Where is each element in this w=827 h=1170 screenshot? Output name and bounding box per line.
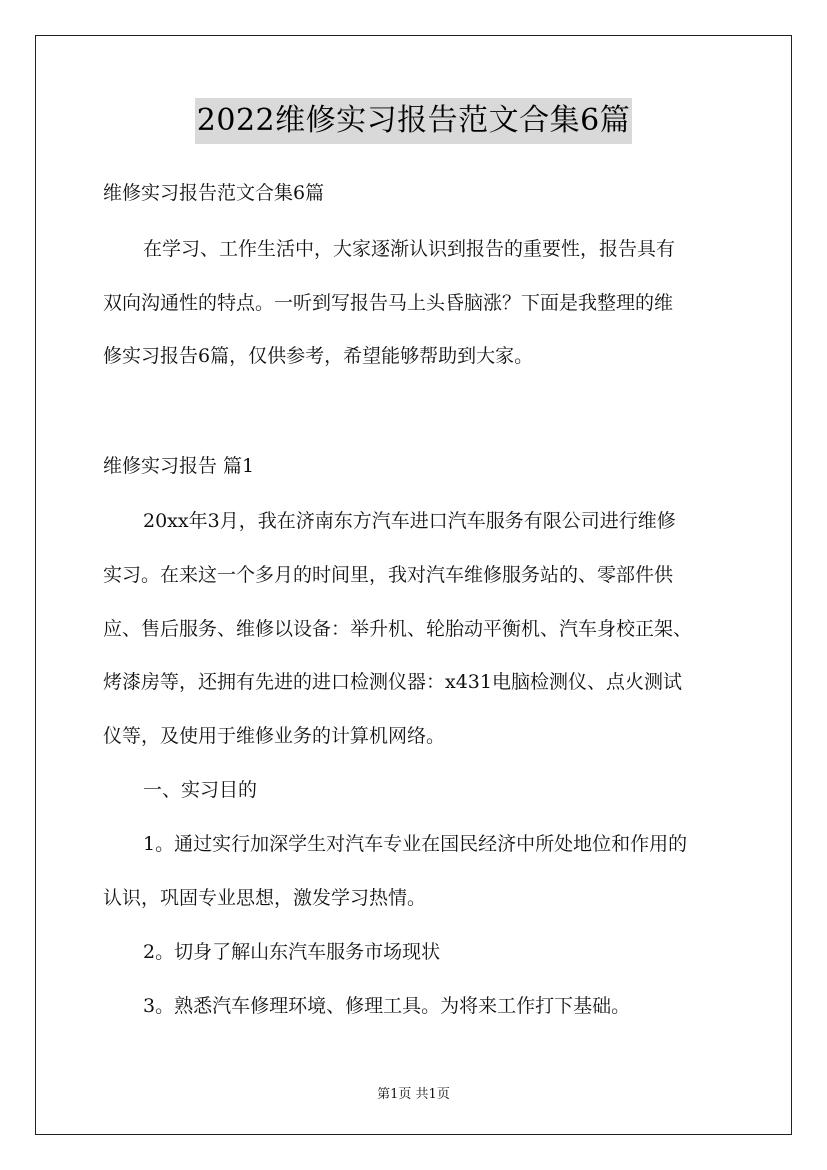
section-heading: 维修实习报告 篇1 xyxy=(103,455,255,477)
item-1-line-2: 认识，巩固专业思想，激发学习热情。 xyxy=(103,887,427,909)
intro-line-1: 在学习、工作生活中，大家逐渐认识到报告的重要性，报告具有 xyxy=(143,238,676,260)
paragraph-line-4: 烤漆房等，还拥有先进的进口检测仪器：x431电脑检测仪、点火测试 xyxy=(103,671,682,693)
document-title: 2022维修实习报告范文合集6篇 xyxy=(195,98,632,144)
title-container xyxy=(0,98,827,144)
paragraph-line-2: 实习。在来这一个多月的时间里，我对汽车维修服务站的、零部件供 xyxy=(103,564,674,586)
item-1-line-1: 1。通过实行加深学生对汽车专业在国民经济中所处地位和作用的 xyxy=(143,833,688,855)
item-3: 3。熟悉汽车修理环境、修理工具。为将来工作打下基础。 xyxy=(143,995,631,1017)
intro-line-2: 双向沟通性的特点。一听到写报告马上头昏脑涨？下面是我整理的维 xyxy=(103,292,674,314)
paragraph-line-1: 20xx年3月，我在济南东方汽车进口汽车服务有限公司进行维修 xyxy=(143,510,676,532)
intro-line-3: 修实习报告6篇，仅供参考，希望能够帮助到大家。 xyxy=(103,345,534,367)
paragraph-line-3: 应、售后服务、维修以设备：举升机、轮胎动平衡机、汽车身校正架、 xyxy=(103,618,693,640)
item-2: 2。切身了解山东汽车服务市场现状 xyxy=(143,941,441,963)
page-footer: 第1页 共1页 xyxy=(377,1087,450,1102)
document-subtitle: 维修实习报告范文合集6篇 xyxy=(103,182,325,204)
subheading-purpose: 一、实习目的 xyxy=(143,779,258,801)
paragraph-line-5: 仪等，及使用于维修业务的计算机网络。 xyxy=(103,725,446,747)
